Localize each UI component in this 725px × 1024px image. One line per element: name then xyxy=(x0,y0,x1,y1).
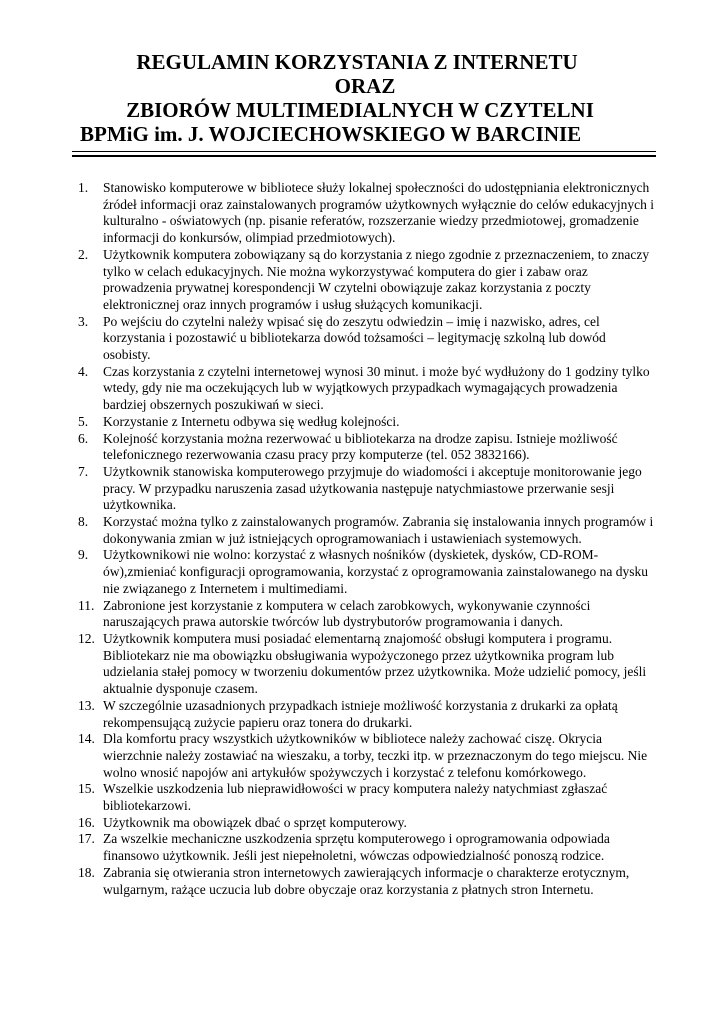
rule-number: 13. xyxy=(78,697,95,713)
title-divider-thin xyxy=(72,151,656,152)
rule-text: W szczególnie uzasadnionych przypadkach istnieje możliwość korzystania z drukarki za opłatą rekompensującą zużycie papieru oraz tonera do drukarki. xyxy=(103,697,618,730)
rule-item xyxy=(78,414,656,431)
rule-text: Korzystanie z Internetu odbywa się według kolejności. xyxy=(103,413,400,429)
rule-number: 8. xyxy=(78,514,89,530)
rule-item xyxy=(78,781,656,814)
title-line-2: ORAZ xyxy=(334,74,396,98)
rules-list xyxy=(78,180,656,898)
rule-item xyxy=(78,831,656,864)
rule-text: Za wszelkie mechaniczne uszkodzenia sprzętu komputerowego i oprogramowania odpowiada finansowo użytkownik. Jeśli jest niepełnoletni, wówczas odpowiedzialność ponoszą rodzice. xyxy=(103,831,610,864)
title-divider-thick xyxy=(72,155,656,157)
rule-number: 16. xyxy=(78,814,95,830)
rule-item xyxy=(78,364,656,414)
rule-item xyxy=(78,314,656,364)
rule-number: 3. xyxy=(78,313,89,329)
rule-number: 14. xyxy=(78,731,95,747)
rule-item xyxy=(78,731,656,781)
rule-number: 17. xyxy=(78,831,95,847)
title-line-3: ZBIORÓW MULTIMEDIALNYCH W CZYTELNI xyxy=(126,98,594,122)
rule-text: Korzystać można tylko z zainstalowanych programów. Zabrania się instalowania innych programów i dokonywania zmian w już istniejących oprogramowaniach i ustawieniach systemowych. xyxy=(103,514,654,546)
rule-item xyxy=(78,247,656,314)
rule-text: Czas korzystania z czytelni internetowej wynosi 30 minut. i może być wydłużony do 1 godziny tylko wtedy, gdy nie ma oczekujących lub w wyjątkowych przypadkach wymagających prowadzenia bardziej obszernych poszukiwań w sieci. xyxy=(103,363,650,413)
rule-text: Użytkownik ma obowiązek dbać o sprzęt komputerowy. xyxy=(103,814,407,830)
rule-item xyxy=(78,431,656,464)
rule-text: Użytkownik komputera musi posiadać elementarną znajomość obsługi komputera i programu. Bibliotekarz nie ma obowiązku obsługiwania wypożyczonego przez użytkownika program lub udzielania stałej pomocy w tworzeniu dokumentów przez użytkownika. Może udzielić pomocy, jeśli aktualnie dysponuje czasem. xyxy=(103,630,647,697)
rule-number: 7. xyxy=(78,463,89,479)
rule-text: Dla komfortu pracy wszystkich użytkowników w bibliotece należy zachować ciszę. Okrycia wierzchnie należy zostawiać na wieszaku, a torby, teczki itp. w przeznaczonym do tego miejscu. Nie wolno wnosić napojów ani artykułów spożywczych i korzystać z telefonu komórkowego. xyxy=(103,731,648,780)
rule-item xyxy=(78,698,656,731)
rule-text: Zabrania się otwierania stron internetowych zawierających informacje o charakterze erotycznym, wulgarnym, rażące uczucia lub dobre obyczaje oraz korzystania z płatnych stron Internetu. xyxy=(103,864,630,897)
rule-number: 11. xyxy=(78,597,95,613)
rule-number: 12. xyxy=(78,630,95,646)
rule-text: Po wejściu do czytelni należy wpisać się do zeszytu odwiedzin – imię i nazwisko, adres, cel korzystania i pozostawić u bibliotekarza dowód tożsamości – legitymację szkolną lub dowód osobisty. xyxy=(103,313,606,363)
rule-number: 5. xyxy=(78,413,89,429)
rule-number: 1. xyxy=(78,180,89,195)
rule-text: Zabronione jest korzystanie z komputera w celach zarobkowych, wykonywanie czynności naruszających prawa autorskie twórców lub dystrybutorów programowania i danych. xyxy=(103,597,591,630)
rule-item xyxy=(78,598,656,631)
title-line-4: BPMiG im. J. WOJCIECHOWSKIEGO W BARCINIE xyxy=(80,122,582,146)
rule-number: 15. xyxy=(78,781,95,797)
rule-number: 4. xyxy=(78,363,89,379)
rule-item xyxy=(78,631,656,698)
document-title xyxy=(60,50,670,146)
rule-item xyxy=(78,547,656,597)
rule-text: Użytkownikowi nie wolno: korzystać z własnych nośników (dyskietek, dysków, CD-ROM-ów),zmieniać konfiguracji oprogramowania, korzystać z oprogramowania zainstalowanego na dysku nie związanego z Internetem i multimediami. xyxy=(103,547,649,596)
rule-item xyxy=(78,464,656,514)
rule-text: Użytkownik stanowiska komputerowego przyjmuje do wiadomości i akceptuje monitorowanie jego pracy. W przypadku naruszenia zasad użytkowania następuje natychmiastowe przerwanie sesji użytkownika. xyxy=(103,463,642,513)
rule-number: 18. xyxy=(78,864,95,880)
rule-item xyxy=(78,865,656,898)
title-line-1: REGULAMIN KORZYSTANIA Z INTERNETU xyxy=(136,50,578,74)
rule-item xyxy=(78,180,656,247)
rule-text: Kolejność korzystania można rezerwować u bibliotekarza na drodze zapisu. Istnieje możliwość telefonicznego rezerwowania czasu pracy przy komputerze (tel. 052 3832166). xyxy=(103,430,618,463)
rule-text: Stanowisko komputerowe w bibliotece służy lokalnej społeczności do udostępniania elektronicznych źródeł informacji oraz zainstalowanych programów użytkownych wyłącznie do celów edukacyjnych i kulturalno - oświatowych (np. pisanie referatów, rozszerzanie wiedzy przedmiotowej, gromadzenie informacji do konkursów, olimpiad przedmiotowych). xyxy=(103,180,655,246)
rule-text: Wszelkie uszkodzenia lub nieprawidłowości w pracy komputera należy natychmiast zgłaszać bibliotekarzowi. xyxy=(103,781,608,814)
rule-number: 6. xyxy=(78,430,89,446)
rule-number: 2. xyxy=(78,246,89,262)
rule-item xyxy=(78,815,656,832)
rule-number: 9. xyxy=(78,547,89,563)
rule-text: Użytkownik komputera zobowiązany są do korzystania z niego zgodnie z przeznaczeniem, to znaczy tylko w celach edukacyjnych. Nie można wykorzystywać komputera do gier i zabaw oraz prowadzenia prywatnej korespondencji W czytelni obowiązuje zakaz korzystania z poczty elektronicznej oraz innych programów i usług służących komunikacji. xyxy=(103,246,650,312)
rule-item xyxy=(78,514,656,547)
